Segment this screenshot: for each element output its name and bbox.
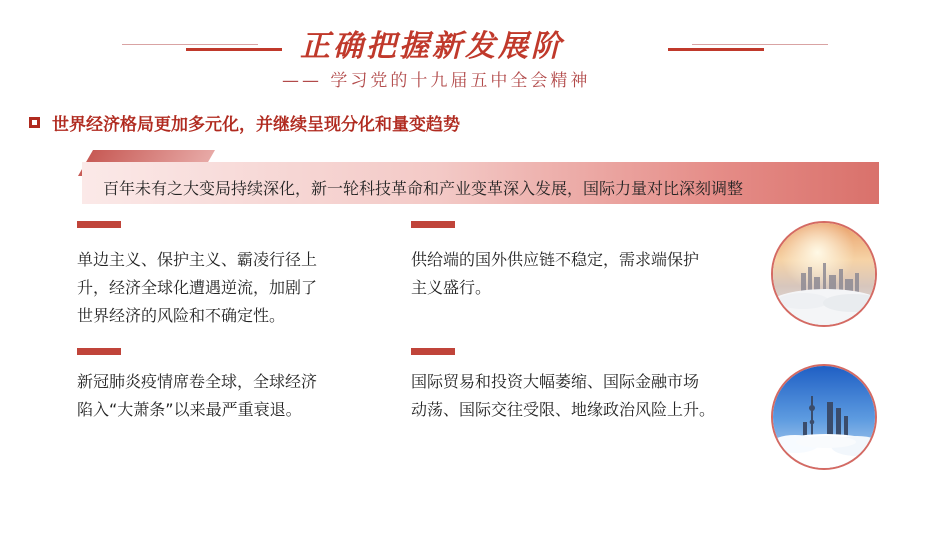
point-marker-bar xyxy=(411,348,455,355)
point-marker-bar xyxy=(77,348,121,355)
skyline-clouds-photo xyxy=(771,364,877,470)
point-3-line-1: 新冠肺炎疫情席卷全球，全球经济 xyxy=(77,372,318,391)
point-2-line-1: 供给端的国外供应链不稳定，需求端保护 xyxy=(411,250,700,269)
page-subtitle: —— 学习党的十九届五中全会精神 xyxy=(282,71,591,91)
point-4-line-1: 国际贸易和投资大幅萎缩、国际金融市场 xyxy=(411,372,700,391)
point-1-line-2: 升，经济全球化遭遇逆流，加剧了 xyxy=(77,278,318,297)
point-1-line-3: 世界经济的风险和不确定性。 xyxy=(77,306,286,325)
point-marker-bar xyxy=(77,221,121,228)
point-text-3 xyxy=(77,368,377,424)
header-line-right-thin xyxy=(692,44,828,45)
skyline-clouds-icon xyxy=(773,366,877,470)
header-line-right-thick xyxy=(668,48,764,51)
point-marker-bar xyxy=(411,221,455,228)
point-text-1 xyxy=(77,246,377,330)
banner-text: 百年未有之大变局持续深化，新一轮科技革命和产业变革深入发展，国际力量对比深刻调整 xyxy=(103,179,744,198)
page-title: 正确把握新发展阶 xyxy=(300,29,564,64)
point-2-line-2: 主义盛行。 xyxy=(411,278,492,297)
point-4-line-2: 动荡、国际交往受限、地缘政治风险上升。 xyxy=(411,400,716,419)
city-sunrise-photo xyxy=(771,221,877,327)
point-text-2 xyxy=(411,246,766,302)
header-line-left-thin xyxy=(122,44,258,45)
point-1-line-1: 单边主义、保护主义、霸凌行径上 xyxy=(77,250,318,269)
square-bullet-icon xyxy=(29,117,40,128)
point-3-line-2: 陷入“大萧条”以来最严重衰退。 xyxy=(77,400,302,419)
city-sunrise-icon xyxy=(773,223,877,327)
header-line-left-thick xyxy=(186,48,282,51)
section-title: 世界经济格局更加多元化，并继续呈现分化和量变趋势 xyxy=(52,115,460,135)
point-text-4 xyxy=(411,368,766,424)
